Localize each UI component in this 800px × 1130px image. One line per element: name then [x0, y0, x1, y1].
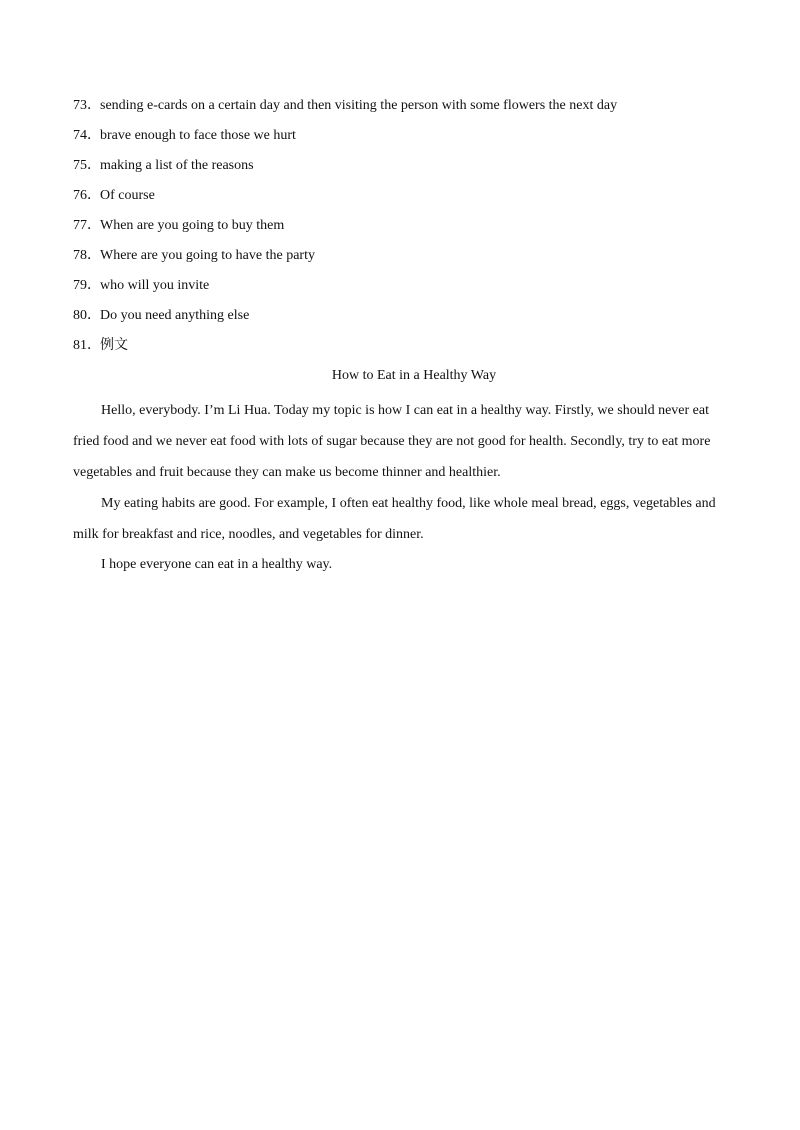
- answer-text: who will you invite: [100, 278, 210, 293]
- answer-item-73: [73, 96, 733, 126]
- essay-title: How to Eat in a Healthy Way: [331, 368, 497, 383]
- answer-item-75: [73, 156, 733, 186]
- answer-text: Do you need anything else: [100, 308, 250, 323]
- essay-paragraph: I hope everyone can eat in a healthy way.: [101, 557, 333, 572]
- answer-item-79: [73, 276, 733, 306]
- answer-item-74: [73, 126, 733, 156]
- answer-item-80: [73, 306, 733, 336]
- essay-paragraph: My eating habits are good. For example, I often eat healthy food, like whole meal bread, eggs, vegetables and milk for breakfast and rice, noodles, and vegetables for dinner.: [73, 496, 716, 542]
- answer-text: 例文: [100, 338, 128, 353]
- essay-paragraph: Hello, everybody. I’m Li Hua. Today my topic is how I can eat in a healthy way. Firstly, we should never eat fried food and we never eat food with lots of sugar because they are not good for health. Secondly, try to eat more vegetables and fruit because they can make us become thinner and healthier.: [73, 403, 711, 480]
- answer-number: 74: [73, 128, 87, 143]
- answer-list: [73, 96, 733, 366]
- answer-separator: ．: [87, 248, 101, 263]
- answer-number: 80: [73, 308, 87, 323]
- answer-number: 76: [73, 188, 87, 203]
- answer-separator: ．: [87, 278, 101, 293]
- answer-text: sending e-cards on a certain day and then visiting the person with some flowers the next day: [100, 98, 618, 113]
- essay-body: [73, 395, 733, 580]
- answer-number: 77: [73, 218, 87, 233]
- answer-separator: ．: [87, 218, 101, 233]
- answer-item-76: [73, 186, 733, 216]
- answer-text: Of course: [100, 188, 155, 203]
- answer-separator: ．: [87, 158, 101, 173]
- answer-number: 75: [73, 158, 87, 173]
- answer-item-77: [73, 216, 733, 246]
- answer-text: making a list of the reasons: [100, 158, 254, 173]
- answer-number: 73: [73, 98, 87, 113]
- answer-number: 79: [73, 278, 87, 293]
- answer-text: When are you going to buy them: [100, 218, 285, 233]
- answer-separator: ．: [87, 308, 101, 323]
- answer-number: 78: [73, 248, 87, 263]
- answer-item-78: [73, 246, 733, 276]
- answer-separator: ．: [87, 98, 101, 113]
- answer-separator: ．: [87, 338, 101, 353]
- answer-text: brave enough to face those we hurt: [100, 128, 296, 143]
- answer-text: Where are you going to have the party: [100, 248, 315, 263]
- answer-separator: ．: [87, 128, 101, 143]
- answer-item-81: [73, 336, 733, 366]
- answer-separator: ．: [87, 188, 101, 203]
- answer-number: 81: [73, 338, 87, 353]
